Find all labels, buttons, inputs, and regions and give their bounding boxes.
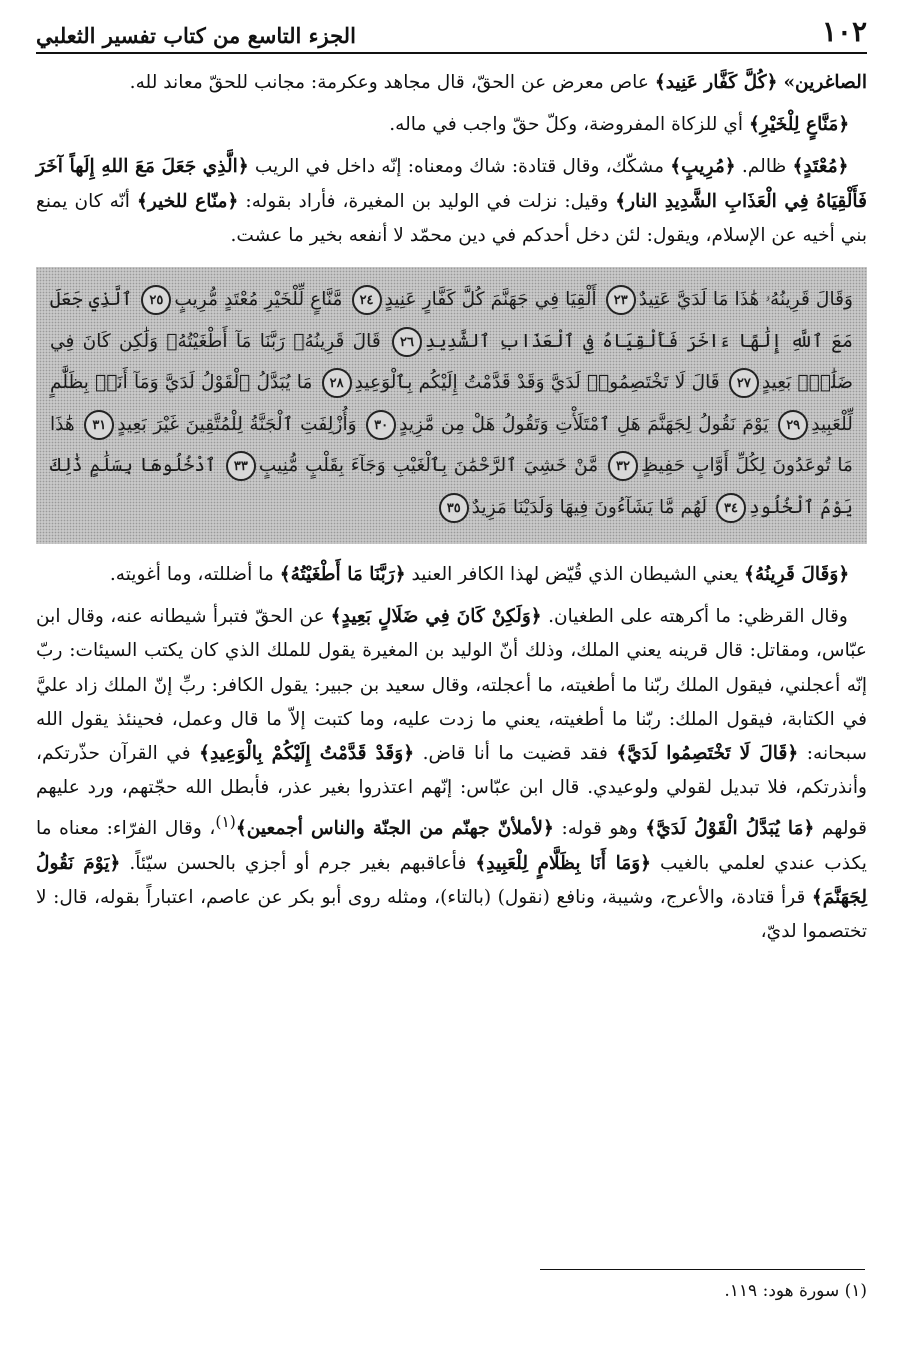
verse-text: وَقَالَ قَرِينُهُۥ هَٰذَا مَا لَدَيَّ عَتِيدٌ xyxy=(638,289,853,311)
paragraph-2 xyxy=(36,108,867,142)
text-run: في القرآن حذّرتكم، وأنذرتكم، فلا تبديل لقولي ولوعيدي. قال ابن عبّاس: إنّهم اعتذروا بغير عذر، فأبطل الله حجّتهم، ورد عليهم قولهم xyxy=(36,743,868,840)
ayah-number: ٣٢ xyxy=(608,451,638,481)
ayah-number: ٢٤ xyxy=(352,285,382,315)
ayah-number: ٢٩ xyxy=(778,410,808,440)
verse-text: وَأُزْلِفَتِ ٱلْجَنَّةُ لِلْمُتَّقِينَ غَيْرَ بَعِيدٍ xyxy=(117,413,357,435)
quran-quote: ﴿وَلَكِنْ كَانَ فِي ضَلَالٍ بَعِيدٍ﴾ xyxy=(330,606,542,628)
quran-quote: ﴿رَبَّنَا مَا أَطْغَيْتُهُ﴾ xyxy=(279,564,406,586)
verse-text: ٱدْخُلُوهَا بِسَلَٰمٍ ذَٰلِكَ يَوْمُ ٱلْخُلُودِ xyxy=(50,455,853,518)
quran-quote: ﴿منّاع للخير﴾ xyxy=(137,190,239,212)
quran-quote: ﴿قَالَ لَا تَخْتَصِمُوا لَدَيَّ﴾ xyxy=(616,743,799,765)
quran-quote: ﴿الَّذِي جَعَلَ مَعَ اللهِ إِلَهاً آخَرَ فَأَلْقِيَاهُ فِي الْعَذَابِ الشَّدِيدِ النار﴾ xyxy=(36,156,867,212)
footnote-marker: (١) xyxy=(215,813,236,832)
text-run: وقال القرظي: ما أكرهته على الطغيان. xyxy=(541,606,848,628)
quran-quote: ﴿وَقَالَ قَرِينُهُ﴾ xyxy=(744,564,850,586)
paragraph-4 xyxy=(36,558,867,592)
verse-text: مَّنْ خَشِيَ ٱلرَّحْمَٰنَ بِٱلْغَيْبِ وَجَآءَ بِقَلْبٍ مُّنِيبٍ xyxy=(258,455,599,477)
verse-text: يَوْمَ نَقُولُ لِجَهَنَّمَ هَلِ ٱمْتَلَأْتِ وَتَقُولُ هَلْ مِن مَّزِيدٍ xyxy=(399,413,769,435)
quran-quote: ﴿يَوْمَ نَقُولُ لِجَهَنَّمَ﴾ xyxy=(36,852,867,909)
ayah-number: ٢٧ xyxy=(729,368,759,398)
text-run: فأعاقبهم بغير جرم أو أجزي بالحسن سيّئاً. xyxy=(120,852,476,874)
ayah-number: ٣٠ xyxy=(366,410,396,440)
footnote: (١) سورة هود: ١١٩. xyxy=(724,1281,867,1301)
ayah-number: ٢٦ xyxy=(392,327,422,357)
text-run: يعني الشيطان الذي قُيّض لهذا الكافر العنيد xyxy=(405,564,745,586)
text-run: عن الحقّ فتبرأ شيطانه عنه، وقال ابن عبّاس، ومقاتل: قال قرينه يعني الملك، وذلك أنّ الوليد بن المغيرة يقول للملك الذي كان يكتب السيئات: ربّ إنّه أعجلني، فيقول الملك ربّنا ما أطغيته، ما أعجلته، وقال سعيد بن جبير: يقول الكافر: ربِّ إنّ الملك زاد عليَّ في الكتابة، فيقول الملك: ربّنا ما أطغيته، يعني ما زدت عليه، وما كتبت إلاّ ما قال وعمل، فحينئذ يقول الله سبحانه: xyxy=(36,606,867,765)
quran-verses-box xyxy=(36,267,867,544)
page-body xyxy=(36,66,867,957)
quran-quote: ﴿وَمَا أَنَا بِظَلَّامٍ لِلْعَبِيدِ﴾ xyxy=(475,852,652,874)
ayah-number: ٣٣ xyxy=(226,451,256,481)
text-run: ظالم. xyxy=(735,156,793,178)
quran-quote: ﴿مُعْتَدٍ﴾ xyxy=(792,156,849,178)
quran-quote: ﴿مُرِيبٍ﴾ xyxy=(670,156,736,178)
ayah-number: ٢٥ xyxy=(141,285,171,315)
verse-text: مَا يُبَدَّلُ ٱلْقَوْلُ لَدَيَّ وَمَآ أَنَا۠ بِظَلَّٰمٍ لِّلْعَبِيدِ xyxy=(50,372,853,435)
verse-text: قَالَ قَرِينُهُۥ رَبَّنَا مَآ أَطْغَيْتُهُۥ وَلَٰكِن كَانَ فِي ضَلَٰلٍۭ بَعِيدٍ xyxy=(50,330,853,394)
text-run: فقد قضيت ما أنا قاض. xyxy=(414,743,617,765)
text-run: عاص معرض عن الحقّ، قال مجاهد وعكرمة: مجانب للحقّ معاند لله. xyxy=(129,72,655,93)
ayah-number: ٣٤ xyxy=(716,493,746,523)
paragraph-3 xyxy=(36,150,867,253)
quote: الصاغرين» xyxy=(783,72,867,93)
quran-quote: ﴿لأملأنّ جهنّم من الجنّة والناس أجمعين﴾ xyxy=(235,818,554,840)
text-run: ما أضللته، وما أغويته. xyxy=(109,564,280,586)
text-run: أي للزكاة المفروضة، وكلّ حقّ واجب في ماله. xyxy=(389,114,749,136)
ayah-number: ٣١ xyxy=(84,410,114,440)
text-run: أنّه كان يمنع بني أخيه عن الإسلام، ويقول: لئن دخل أحدكم في دين محمّد لا أنفعه بخير ما عشت. xyxy=(36,190,867,246)
quran-quote: ﴿مَا يُبَدَّلُ الْقَوْلُ لَدَيَّ﴾ xyxy=(645,818,815,840)
running-title: الجزء التاسع من كتاب تفسير الثعلبي xyxy=(36,23,356,48)
text-run: ، وقال الفرّاء: معناه ما يكذب عندي لعلمي بالغيب xyxy=(36,818,867,874)
ayah-number: ٢٨ xyxy=(322,368,352,398)
paragraph-5 xyxy=(36,600,867,949)
verse-text: قَالَ لَا تَخْتَصِمُوا۟ لَدَيَّ وَقَدْ قَدَّمْتُ إِلَيْكُم بِٱلْوَعِيدِ xyxy=(354,372,720,394)
quran-quote: ﴿مَنَّاعٍ لِلْخَيْرِ﴾ xyxy=(748,114,850,136)
paragraph-1 xyxy=(36,66,867,100)
text-run: وهو قوله: xyxy=(553,818,646,840)
verse-text: هَٰذَا مَا تُوعَدُونَ لِكُلِّ أَوَّابٍ حَفِيظٍ xyxy=(50,413,853,477)
verse-text: لَهُم مَّا يَشَآءُونَ فِيهَا وَلَدَيْنَا مَزِيدٌ xyxy=(471,496,708,518)
quran-quote: ﴿وَقَدْ قَدَّمْتُ إِلَيْكُمْ بِالْوَعِيدِ﴾ xyxy=(199,743,415,765)
ayah-number: ٣٥ xyxy=(439,493,469,523)
verse-text: ٱلَّذِي جَعَلَ مَعَ ٱللَّهِ إِلَٰهًا ءَاخَرَ فَأَلْقِيَاهُ فِي ٱلْعَذَابِ ٱلشَّدِيدِ xyxy=(50,289,853,352)
footnote-divider xyxy=(540,1269,865,1270)
text-run: وقيل: نزلت في الوليد بن المغيرة، فأراد بقوله: xyxy=(238,190,616,212)
text-run: قرأ قتادة، والأعرج، وشيبة، ونافع (نقول) (بالتاء)، ومثله روى أبو بكر عن عاصم، اعتباراً بقوله، قال: لا تختصموا لديّ، xyxy=(36,887,867,943)
page-number: ١٠٢ xyxy=(821,15,867,48)
verse-text: أَلْقِيَا فِي جَهَنَّمَ كُلَّ كَفَّارٍ عَنِيدٍ xyxy=(384,289,597,311)
quran-quote: ﴿كُلَّ كَفَّار عَنِيد﴾ xyxy=(654,72,778,93)
text-run: مشكّك، وقال قتادة: شاك ومعناه: إنّه داخل في الريب xyxy=(248,156,671,178)
ayah-number: ٢٣ xyxy=(606,285,636,315)
verse-text: مَّنَّاعٍ لِّلْخَيْرِ مُعْتَدٍ مُّرِيبٍ xyxy=(174,289,343,311)
page-header xyxy=(36,10,867,54)
